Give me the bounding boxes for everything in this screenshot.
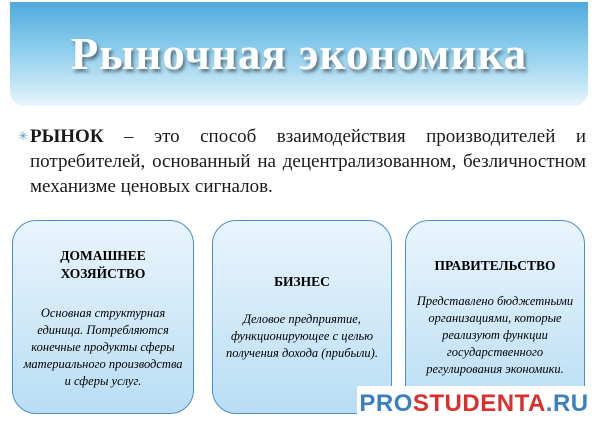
title-banner [10, 2, 588, 106]
card-household [12, 220, 194, 414]
watermark-logo: PROSTUDENTA.RU [357, 386, 591, 421]
bullet-icon: ✳ [18, 129, 29, 143]
card-government [405, 220, 585, 414]
card-description: Деловое предприятие, функционирующее с целью получения дохода (прибыли). [226, 312, 378, 360]
card-heading: БИЗНЕС [274, 274, 330, 289]
page-title: Рыночная экономика [70, 29, 528, 79]
card-business [212, 220, 392, 414]
definition-paragraph [18, 124, 586, 199]
card-heading: ДОМАШНЕЕ ХОЗЯЙСТВО [60, 248, 146, 281]
card-description: Основная структурная единица. Потребляются конечные продукты сферы материального производства и сферы услуг. [23, 306, 183, 388]
card-description: Представлено бюджетными организациями, которые реализуют функции государственного регулирования экономики. [416, 294, 574, 376]
definition-text: – это способ взаимодействия производителей и потребителей, основанный на децентрализованном, безличностном механизме ценовых сигналов. [30, 126, 586, 197]
definition-term: РЫНОК [30, 126, 104, 147]
card-heading: ПРАВИТЕЛЬСТВО [434, 258, 556, 273]
